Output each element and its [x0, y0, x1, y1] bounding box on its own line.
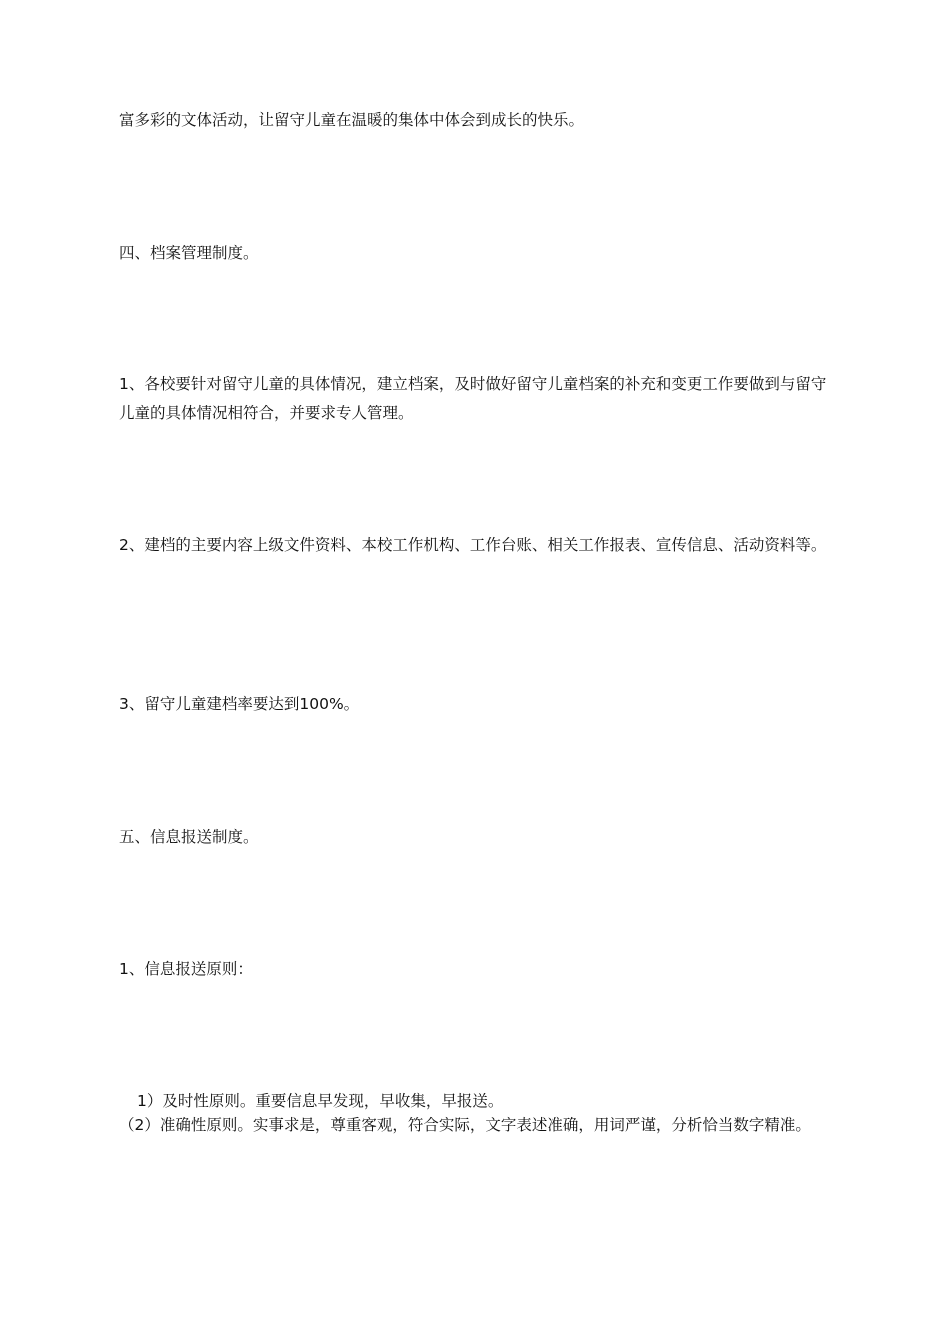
paragraph-archive-item-3: 3、留守儿童建档率要达到100%。: [119, 695, 360, 713]
paragraph-archive-item-2: 2、建档的主要内容上级文件资料、本校工作机构、工作台账、相关工作报表、宣传信息、活动资料等。: [119, 536, 827, 554]
paragraph-activities: 富多彩的文体活动，让留守儿童在温暖的集体中体会到成长的快乐。: [119, 111, 585, 129]
heading-archive-management: 四、档案管理制度。: [119, 244, 259, 262]
heading-info-reporting: 五、信息报送制度。: [119, 828, 259, 846]
paragraph-timeliness-principle: 1）及时性原则。重要信息早发现，早收集，早报送。: [137, 1092, 504, 1110]
paragraph-accuracy-principle: （2）准确性原则。实事求是，尊重客观，符合实际，文字表述准确，用词严谨，分析恰当数字精准。: [119, 1116, 811, 1134]
paragraph-archive-item-1: 1、各校要针对留守儿童的具体情况，建立档案，及时做好留守儿童档案的补充和变更工作要做到与留守儿童的具体情况相符合，并要求专人管理。: [119, 375, 827, 422]
paragraph-info-principles: 1、信息报送原则：: [119, 960, 253, 978]
